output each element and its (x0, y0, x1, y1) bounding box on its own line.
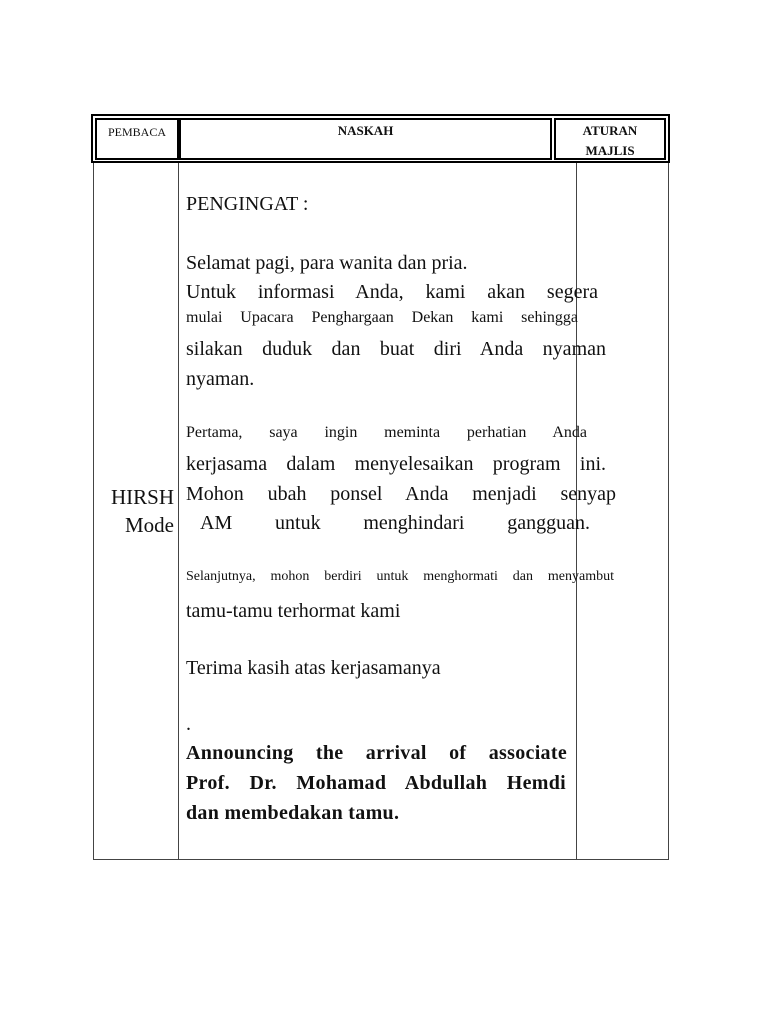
reader-name: HIRSH (110, 485, 174, 509)
aturan-cell (578, 165, 666, 855)
header-aturan-line2: MAJLIS (585, 143, 635, 158)
script-heading: PENGINGAT : (186, 193, 309, 215)
reader-role: Mode (125, 513, 174, 537)
script-line: . (186, 713, 191, 735)
script-line: silakan duduk dan buat diri Anda nyaman (186, 338, 606, 360)
column-divider-left (178, 163, 179, 860)
script-line: nyaman. (186, 368, 255, 390)
script-line: kerjasama dalam menyelesaikan program ini. (186, 453, 606, 475)
script-line: Pertama, saya ingin meminta perhatian Anda (186, 424, 587, 441)
reader-cell (96, 483, 174, 539)
script-line: Terima kasih atas kerjasamanya (186, 657, 441, 679)
script-line: tamu-tamu terhormat kami (186, 600, 401, 622)
script-line: Selamat pagi, para wanita dan pria. (186, 252, 468, 274)
header-aturan-line1: ATURAN (582, 123, 638, 138)
script-line: Untuk informasi Anda, kami akan segera (186, 281, 598, 303)
header-naskah: NASKAH (179, 118, 552, 160)
script-line: mulai Upacara Penghargaan Dekan kami sehingga (186, 309, 578, 326)
script-line: Mohon ubah ponsel Anda menjadi senyap (186, 483, 616, 505)
announcement-line: Announcing the arrival of associate (186, 742, 567, 764)
announcement-line: dan membedakan tamu. (186, 802, 400, 824)
announcement-line: Prof. Dr. Mohamad Abdullah Hemdi (186, 772, 566, 794)
script-line: Selanjutnya, mohon berdiri untuk menghormati dan menyambut (186, 569, 614, 584)
header-aturan-majlis (554, 118, 666, 160)
script-line: AM untuk menghindari gangguan. (200, 512, 590, 534)
header-pembaca: PEMBACA (95, 118, 179, 160)
